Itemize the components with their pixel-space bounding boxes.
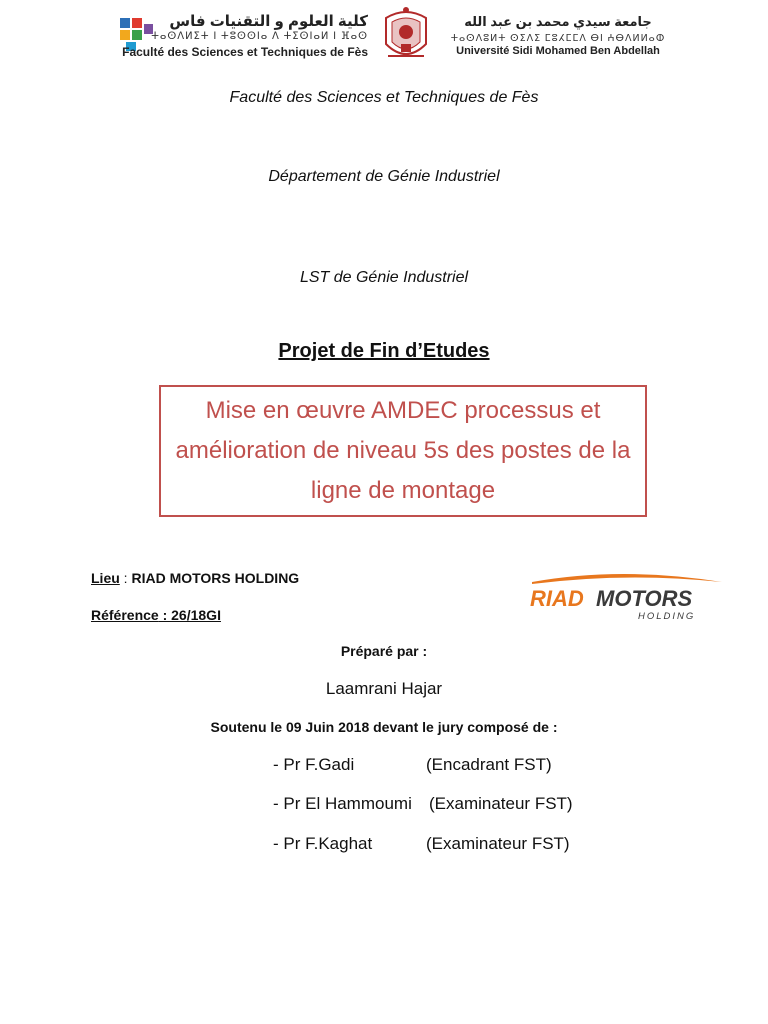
jury-member-name: - Pr F.Kaghat [273,834,373,853]
logo-brand-part1: RIAD [530,586,584,611]
location-label: Lieu [91,570,120,586]
fst-french-name: Faculté des Sciences et Techniques de Fès [122,45,368,59]
university-seal-icon [378,4,434,66]
author-name: Laamrani Hajar [325,679,443,698]
location-line [91,570,299,586]
jury-member-role: (Examinateur FST) [429,794,573,813]
department-name: Département de Génie Industriel [268,168,500,185]
jury-member-role: (Encadrant FST) [426,755,552,774]
location-separator: : [119,570,132,586]
reference-label: Référence [91,607,159,623]
university-logo [448,14,668,64]
program-name: LST de Génie Industriel [299,269,469,286]
logo-swoosh-icon [532,574,722,584]
reference-value: : 26/18GI [158,607,221,623]
faculty-name: Faculté des Sciences et Techniques de Fès [229,89,539,106]
university-arabic-name: جامعة سيدي محمد بن عبد الله [464,14,652,29]
jury-member-role: (Examinateur FST) [426,834,570,853]
fst-tifinagh-name: ⵜⴰⵙⴷⵍⵉⵜ ⵏ ⵜⵓⵙⵙⵏⴰ ⴷ ⵜⵉⵙⵏⴰⵍ ⵏ ⴼⴰⵙ [151,31,368,42]
project-type-heading: Projet de Fin d’Etudes [278,340,490,362]
logo-brand-part2: MOTORS [596,586,693,611]
location-value: RIAD MOTORS HOLDING [131,570,300,586]
project-title-box [159,385,647,517]
prepared-by-label: Préparé par : [340,643,428,659]
jury-member-name: - Pr F.Gadi [273,755,355,774]
defense-line: Soutenu le 09 Juin 2018 devant le jury composé de : [210,719,558,735]
project-title: Mise en œuvre AMDEC processus et amélioration de niveau 5s des postes de la ligne de montage [175,397,631,504]
jury-member [273,794,573,814]
fst-arabic-name: كلية العلوم و التقنيات فاس [169,13,368,30]
fst-logo [118,12,368,62]
reference-line [91,607,221,623]
jury-member [273,755,552,775]
riad-motors-logo [526,568,724,624]
university-french-name: Université Sidi Mohamed Ben Abdellah [456,45,660,57]
logo-tagline: HOLDING [638,611,696,622]
university-tifinagh-name: ⵜⴰⵙⴷⵓⵍⵜ ⵙⵉⴷⵉ ⵎⵓⵃⵎⵎⴷ ⴱⵏ ⵄⴱⴷⵍⵍⴰⵀ [450,33,666,44]
jury-member [273,834,570,854]
jury-member-name: - Pr El Hammoumi [273,794,412,813]
